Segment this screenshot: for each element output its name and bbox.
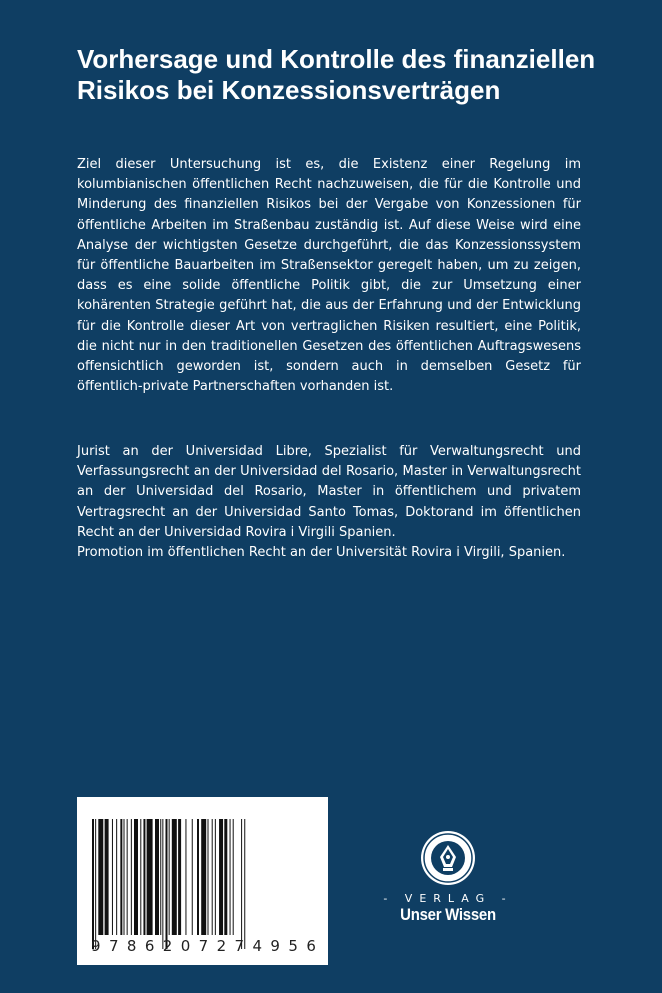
- barcode-bar: [244, 819, 245, 949]
- barcode-bar: [105, 819, 109, 935]
- barcode-bar: [127, 819, 128, 935]
- barcode-bar: [219, 819, 223, 935]
- publisher-name: Unser Wissen: [400, 905, 496, 924]
- barcode-bar: [120, 819, 122, 935]
- barcode-bar: [162, 819, 163, 949]
- barcode-bar: [215, 819, 216, 935]
- barcode-bar: [98, 819, 103, 935]
- barcode-bar: [197, 819, 199, 935]
- barcode-bar: [224, 819, 227, 935]
- barcode-bar: [178, 819, 181, 935]
- barcode-bar: [230, 819, 231, 935]
- barcode-bar: [169, 819, 170, 935]
- barcode-bar: [134, 819, 138, 935]
- barcode-bar: [233, 819, 234, 935]
- author-bio-paragraph: Jurist an der Universidad Libre, Spezialist für Verwaltungsrecht und Verfassungsrecht an der Universidad del Rosario, Master in Verwaltungsrecht an der Universidad del Rosario, Master in öffentlichem und privatem Vertragsrecht an der Universidad Santo Tomas, Doktorand im öffentlichen Recht an der Universidad Rovira i Virgili Spanien.: [77, 444, 581, 540]
- barcode-bar: [95, 819, 96, 949]
- barcode-bar: [116, 819, 117, 935]
- barcode-bar: [241, 819, 242, 949]
- barcode-bar: [192, 819, 193, 935]
- barcode-bar: [201, 819, 206, 935]
- isbn-barcode: [77, 797, 328, 965]
- isbn-number: 9786207274956: [91, 937, 325, 955]
- barcode-bar: [131, 819, 132, 935]
- author-bio-paragraph: Promotion im öffentlichen Recht an der Universität Rovira i Virgili, Spanien.: [77, 545, 566, 561]
- barcode-bar: [112, 819, 113, 935]
- barcode-bar: [160, 819, 161, 935]
- barcode-bar: [124, 819, 125, 935]
- barcode-bar: [212, 819, 213, 935]
- barcode-bar: [172, 819, 177, 935]
- barcode-bar: [155, 819, 159, 935]
- barcode-bar: [143, 819, 145, 935]
- publisher-logo: [383, 830, 513, 925]
- barcode-bar: [92, 819, 94, 949]
- barcode-bar: [208, 819, 209, 935]
- barcode-bar: [185, 819, 186, 935]
- pen-nib-seal-icon: [420, 830, 476, 886]
- barcode-bar: [140, 819, 141, 935]
- barcode-bar: [147, 819, 153, 935]
- book-title: Vorhersage und Kontrolle des finanziellen Risikos bei Konzessionsverträgen: [77, 44, 596, 105]
- abstract-text: Ziel dieser Untersuchung ist es, die Existenz einer Regelung im kolumbianischen öffentlichen Recht nachzuweisen, die für die Kontrolle und Minderung des finanziellen Risikos bei der Vergabe von Konzessionen für öffentliche Arbeiten im Straßenbau zuständig ist. Auf diese Weise wird eine Analyse der wichtigsten Gesetze durchgeführt, die das Konzessionssystem für öffentliche Bauarbeiten im Straßensektor geregelt haben, um zu zeigen, dass es eine solide öffentliche Politik gibt, die zur Umsetzung einer kohärenten Strategie geführt hat, die aus der Erfahrung und der Entwicklung für die Kontrolle dieser Art von vertraglichen Risiken resultiert, eine Politik, die nicht nur in den traditionellen Gesetzen des öffentlichen Auftragswesens offensichtlich geworden ist, sondern auch in demselben Gesetz für öffentlich-private Partnerschaften vorhanden ist.: [77, 157, 581, 395]
- author-bio: [77, 442, 581, 563]
- barcode-bar: [166, 819, 168, 949]
- publisher-tagline: - VERLAG -: [383, 892, 513, 905]
